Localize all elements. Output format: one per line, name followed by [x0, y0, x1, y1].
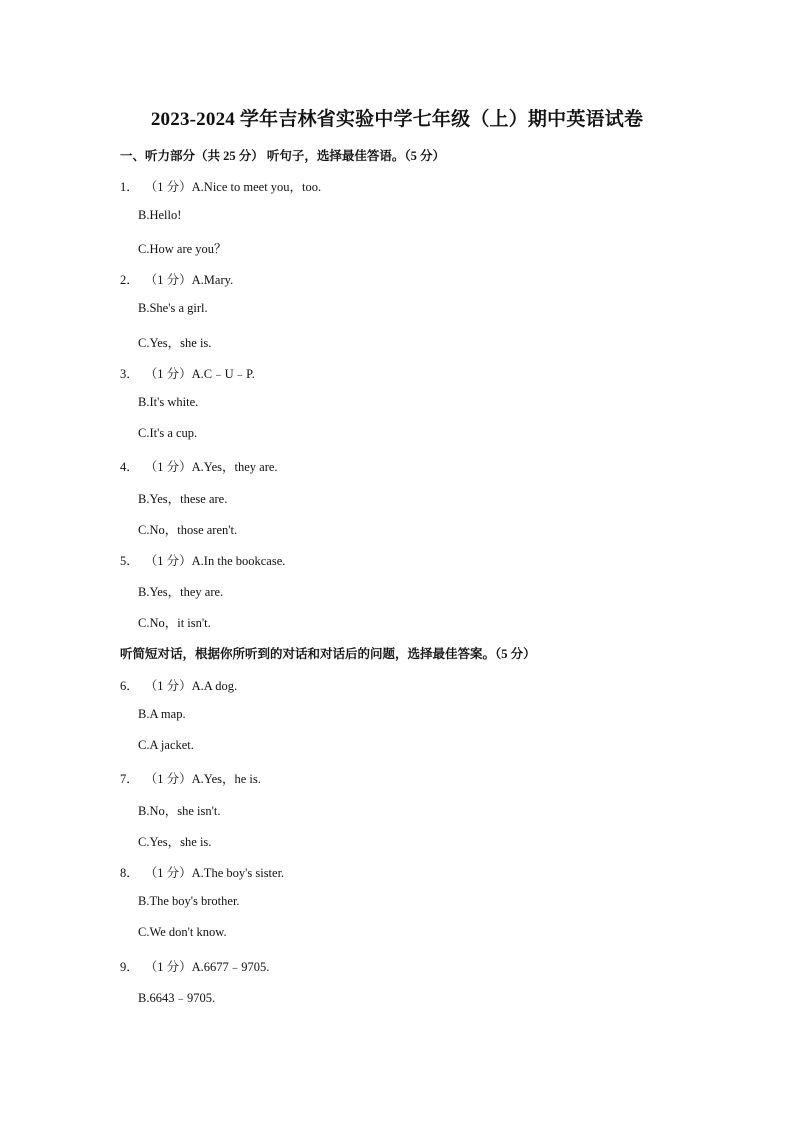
- option-a: A.C﹣U﹣P.: [191, 367, 255, 381]
- question-number: 7．: [120, 772, 139, 786]
- option-b: B.Yes，they are.: [138, 585, 224, 599]
- question-number: 5．: [120, 554, 139, 568]
- question-number: 8．: [120, 866, 139, 880]
- section-heading-listening-dialogues: 听简短对话，根据你所听到的对话和对话后的问题，选择最佳答案。（5 分）: [120, 647, 536, 661]
- option-a: A.Yes，he is.: [191, 772, 261, 786]
- option-c: C.We don't know.: [138, 925, 227, 939]
- question-4: [120, 457, 278, 475]
- question-score: （1 分）: [144, 180, 192, 194]
- question-number: 4．: [120, 460, 139, 474]
- option-b: B.She's a girl.: [138, 301, 208, 315]
- question-number: 9．: [120, 960, 139, 974]
- option-c: C.Yes，she is.: [138, 835, 212, 849]
- option-c: C.How are you？: [138, 242, 227, 256]
- option-b: B.The boy's brother.: [138, 894, 240, 908]
- question-score: （1 分）: [144, 273, 192, 287]
- question-2: [120, 270, 233, 288]
- question-5: [120, 551, 285, 569]
- option-a: A.In the bookcase.: [191, 554, 286, 568]
- option-a: A.Yes，they are.: [191, 460, 278, 474]
- option-c: C.No，it isn't.: [138, 616, 211, 630]
- question-8: [120, 863, 284, 881]
- question-score: （1 分）: [144, 772, 192, 786]
- option-b: B.Hello!: [138, 208, 182, 222]
- question-6: [120, 676, 237, 694]
- option-b: B.Yes，these are.: [138, 492, 228, 506]
- option-a: A.6677﹣9705.: [191, 960, 270, 974]
- option-a: A.Nice to meet you，too.: [191, 180, 322, 194]
- question-7: [120, 769, 261, 787]
- question-score: （1 分）: [144, 866, 192, 880]
- option-c: C.Yes，she is.: [138, 336, 212, 350]
- option-b: B.A map.: [138, 707, 186, 721]
- option-b: B.6643﹣9705.: [138, 991, 216, 1005]
- question-score: （1 分）: [144, 367, 192, 381]
- question-3: [120, 364, 255, 382]
- page-title: 2023-2024 学年吉林省实验中学七年级（上）期中英语试卷: [150, 109, 644, 130]
- question-number: 1．: [120, 180, 139, 194]
- option-a: A.Mary.: [191, 273, 234, 287]
- option-b: B.No，she isn't.: [138, 804, 221, 818]
- question-score: （1 分）: [144, 554, 192, 568]
- option-a: A.The boy's sister.: [191, 866, 285, 880]
- option-c: C.It's a cup.: [138, 426, 198, 440]
- option-c: C.A jacket.: [138, 738, 194, 752]
- question-number: 2．: [120, 273, 139, 287]
- question-number: 3．: [120, 367, 139, 381]
- question-score: （1 分）: [144, 679, 192, 693]
- question-score: （1 分）: [144, 960, 192, 974]
- section-heading-listening-sentences: 一、听力部分（共 25 分） 听句子，选择最佳答语。（5 分）: [120, 149, 446, 163]
- option-c: C.No，those aren't.: [138, 523, 238, 537]
- option-a: A.A dog.: [191, 679, 238, 693]
- option-b: B.It's white.: [138, 395, 199, 409]
- question-9: [120, 957, 269, 975]
- question-score: （1 分）: [144, 460, 192, 474]
- question-number: 6．: [120, 679, 139, 693]
- question-1: [120, 177, 321, 195]
